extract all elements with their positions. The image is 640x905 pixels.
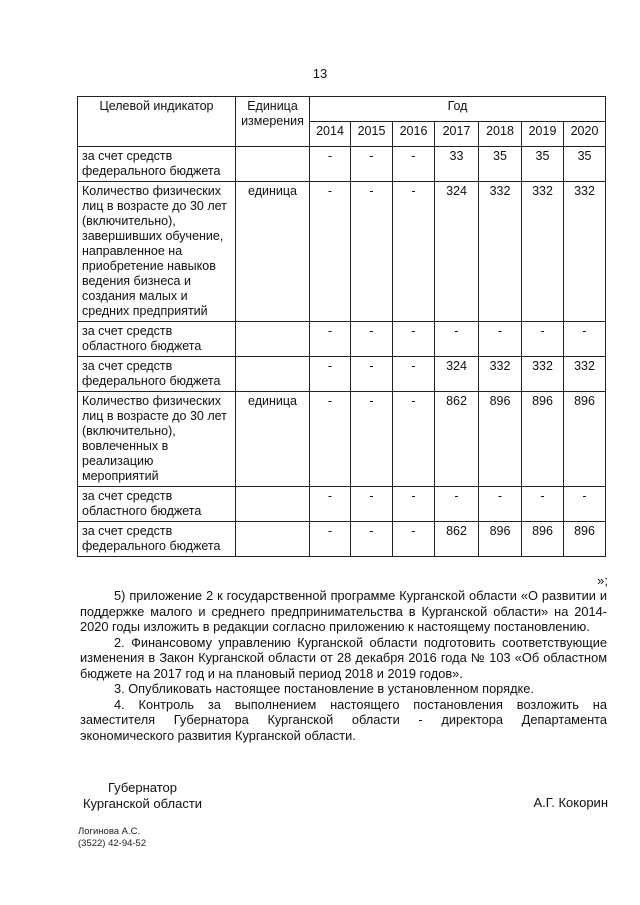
value-cell: 896	[522, 522, 564, 557]
signature-name: А.Г. Кокорин	[533, 795, 608, 810]
value-cell: 324	[435, 357, 479, 392]
indicator-name-cell: за счет средств областного бюджета	[78, 487, 236, 522]
signature-position	[80, 780, 205, 812]
header-year-cell: 2015	[351, 122, 393, 147]
unit-cell	[236, 322, 310, 357]
value-cell: -	[310, 182, 351, 322]
value-cell: -	[393, 322, 435, 357]
unit-cell	[236, 487, 310, 522]
indicator-name-cell: за счет средств федерального бюджета	[78, 357, 236, 392]
value-cell: 896	[564, 392, 606, 487]
value-cell: 332	[522, 357, 564, 392]
value-cell: 862	[435, 522, 479, 557]
value-cell: 896	[522, 392, 564, 487]
indicators-table	[77, 96, 606, 557]
unit-cell: единица	[236, 182, 310, 322]
value-cell: -	[393, 392, 435, 487]
value-cell: -	[564, 487, 606, 522]
indicator-name-cell: за счет средств областного бюджета	[78, 322, 236, 357]
indicator-name-cell: за счет средств федерального бюджета	[78, 522, 236, 557]
value-cell: -	[393, 357, 435, 392]
indicator-name-cell: Количество физических лиц в возрасте до 30 лет (включительно), завершивших обучение, направленное на приобретение навыков ведения бизнеса и создания малых и средних предприятий	[78, 182, 236, 322]
value-cell: 332	[564, 182, 606, 322]
value-cell: -	[310, 522, 351, 557]
value-cell: 332	[564, 357, 606, 392]
value-cell: -	[435, 487, 479, 522]
value-cell: 332	[522, 182, 564, 322]
header-year-cell: 2020	[564, 122, 606, 147]
value-cell: -	[393, 182, 435, 322]
header-indicator: Целевой индикатор	[78, 97, 236, 147]
value-cell: 896	[479, 392, 522, 487]
value-cell: -	[351, 357, 393, 392]
value-cell: -	[310, 322, 351, 357]
value-cell: 324	[435, 182, 479, 322]
page-number: 13	[312, 66, 328, 81]
paragraph-control: 4. Контроль за выполнением настоящего постановления возложить на заместителя Губернатора Курганской области - директора Департамента экономического развития Курганской области.	[80, 696, 607, 743]
signature-title: Губернатор	[108, 780, 177, 795]
table-row	[78, 182, 606, 322]
indicator-name-cell: за счет средств федерального бюджета	[78, 147, 236, 182]
unit-cell	[236, 357, 310, 392]
value-cell: 896	[479, 522, 522, 557]
table-row	[78, 147, 606, 182]
value-cell: -	[564, 322, 606, 357]
value-cell: 33	[435, 147, 479, 182]
header-year-cell: 2018	[479, 122, 522, 147]
value-cell: 896	[564, 522, 606, 557]
header-year-cell: 2017	[435, 122, 479, 147]
value-cell: -	[310, 147, 351, 182]
table-row	[78, 322, 606, 357]
table-row	[78, 357, 606, 392]
paragraph-item-5: 5) приложение 2 к государственной программе Курганской области «О развитии и поддержке малого и среднего предпринимательства в Курганской области» на 2014-2020 годы изложить в редакции согласно приложению к настоящему постановлению.	[80, 588, 607, 634]
value-cell: -	[522, 322, 564, 357]
table-row	[78, 392, 606, 487]
paragraph-finance: 2. Финансовому управлению Курганской области подготовить соответствующие изменения в Закон Курганской области от 28 декабря 2016 года № 103 «Об областном бюджете на 2017 год и на плановый период 2018 и 2019 годов».	[80, 634, 607, 681]
value-cell: 862	[435, 392, 479, 487]
value-cell: -	[351, 392, 393, 487]
value-cell: -	[393, 147, 435, 182]
header-year-cell: 2019	[522, 122, 564, 147]
value-cell: -	[351, 147, 393, 182]
value-cell: 332	[479, 357, 522, 392]
value-cell: 35	[564, 147, 606, 182]
value-cell: -	[310, 487, 351, 522]
value-cell: -	[479, 322, 522, 357]
body-text	[80, 588, 607, 743]
executor-info	[78, 826, 146, 850]
paragraph-publish: 3. Опубликовать настоящее постановление в установленном порядке.	[114, 681, 534, 696]
value-cell: 35	[522, 147, 564, 182]
header-year-cell: 2014	[310, 122, 351, 147]
unit-cell	[236, 147, 310, 182]
value-cell: -	[351, 487, 393, 522]
value-cell: -	[393, 522, 435, 557]
table-body	[78, 147, 606, 557]
unit-cell: единица	[236, 392, 310, 487]
value-cell: -	[435, 322, 479, 357]
executor-name: Логинова А.С.	[78, 826, 141, 837]
indicator-name-cell: Количество физических лиц в возрасте до 30 лет (включительно), вовлеченных в реализацию мероприятий	[78, 392, 236, 487]
value-cell: -	[310, 357, 351, 392]
signature-region: Курганской области	[82, 796, 203, 811]
table-row	[78, 522, 606, 557]
value-cell: -	[522, 487, 564, 522]
header-unit: Единица измерения	[236, 97, 310, 147]
executor-phone: (3522) 42-94-52	[78, 838, 147, 849]
value-cell: 332	[479, 182, 522, 322]
closing-quote: »;	[597, 573, 608, 588]
header-year: Год	[310, 97, 606, 122]
header-year-cell: 2016	[393, 122, 435, 147]
unit-cell	[236, 522, 310, 557]
value-cell: -	[351, 182, 393, 322]
table-row	[78, 487, 606, 522]
value-cell: -	[479, 487, 522, 522]
value-cell: -	[393, 487, 435, 522]
value-cell: 35	[479, 147, 522, 182]
value-cell: -	[351, 522, 393, 557]
value-cell: -	[351, 322, 393, 357]
value-cell: -	[310, 392, 351, 487]
